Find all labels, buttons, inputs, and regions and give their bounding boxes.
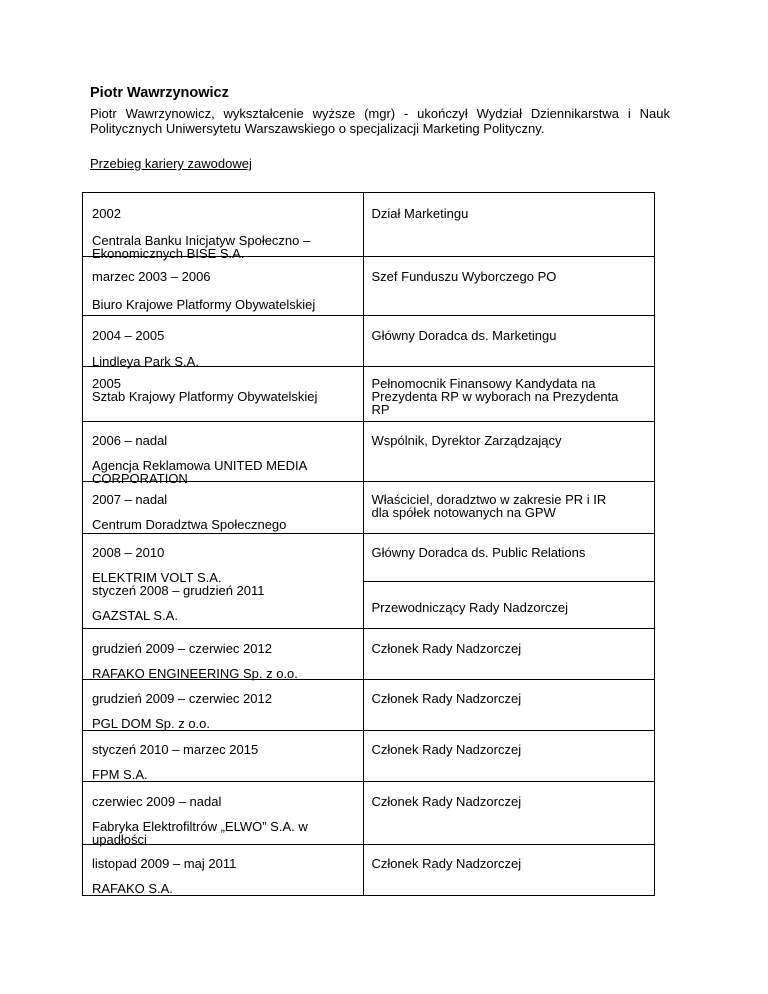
table-cell-role bbox=[363, 782, 654, 845]
organization-text: Ekonomicznych BISE S.A. bbox=[92, 246, 245, 261]
period-text: styczeń 2008 – grudzień 2011 bbox=[92, 583, 265, 598]
period-text: marzec 2003 – 2006 bbox=[92, 269, 211, 284]
period-text: 2007 – nadal bbox=[92, 492, 168, 507]
table-row bbox=[83, 680, 655, 731]
table-cell-role bbox=[363, 482, 654, 534]
organization-text: Sztab Krajowy Platformy Obywatelskiej bbox=[92, 389, 318, 404]
role-text: Członek Rady Nadzorczej bbox=[371, 742, 522, 757]
table-cell-role bbox=[363, 845, 654, 896]
table-cell-period bbox=[83, 845, 364, 896]
role-text: Główny Doradca ds. Marketingu bbox=[371, 328, 557, 343]
organization-text: upadłości bbox=[92, 832, 147, 847]
role-text: dla spółek notowanych na GPW bbox=[371, 505, 556, 520]
role-text: RP bbox=[371, 402, 390, 417]
role-text: Pełnomocnik Finansowy Kandydata na bbox=[371, 376, 596, 391]
organization-text: ELEKTRIM VOLT S.A. bbox=[92, 570, 222, 585]
organization-text: Agencja Reklamowa UNITED MEDIA bbox=[92, 458, 308, 473]
role-text: Członek Rady Nadzorczej bbox=[371, 641, 522, 656]
period-text: 2005 bbox=[92, 376, 121, 391]
role-text: Prezydenta RP w wyborach na Prezydenta bbox=[371, 389, 619, 404]
intro-paragraph: Piotr Wawrzynowicz, wykształcenie wyższe (mgr) - ukończył Wydział Dziennikarstwa i Nauk Politycznych Uniwersytetu Warszawskiego o specjalizacji Marketing Polityczny. bbox=[90, 106, 670, 136]
table-row bbox=[83, 422, 655, 482]
organization-text: Lindleya Park S.A. bbox=[92, 354, 199, 369]
role-text: Główny Doradca ds. Public Relations bbox=[371, 545, 586, 560]
table-row bbox=[83, 629, 655, 680]
table-cell-role bbox=[363, 193, 654, 257]
table-cell-period bbox=[83, 257, 364, 316]
role-text: Przewodniczący Rady Nadzorczej bbox=[371, 600, 569, 615]
role-text: Wspólnik, Dyrektor Zarządzający bbox=[371, 433, 562, 448]
period-text: grudzień 2009 – czerwiec 2012 bbox=[92, 691, 272, 706]
table-cell-role bbox=[363, 582, 654, 629]
table-cell-role bbox=[363, 316, 654, 367]
role-text: Dział Marketingu bbox=[371, 206, 469, 221]
table-cell-period bbox=[83, 193, 364, 261]
career-heading: Przebieg kariery zawodowej bbox=[90, 156, 252, 171]
table-row bbox=[83, 193, 655, 257]
organization-text: Centrala Banku Inicjatyw Społeczno – bbox=[92, 233, 311, 248]
table-row bbox=[83, 482, 655, 534]
table-row bbox=[83, 257, 655, 316]
table-row bbox=[83, 367, 655, 422]
table-cell-period bbox=[83, 534, 364, 629]
period-text: czerwiec 2009 – nadal bbox=[92, 794, 222, 809]
table-row bbox=[83, 316, 655, 367]
table-cell-role bbox=[363, 422, 654, 482]
period-text: 2006 – nadal bbox=[92, 433, 168, 448]
role-text: Właściciel, doradztwo w zakresie PR i IR bbox=[371, 492, 607, 507]
table-row bbox=[83, 534, 655, 582]
organization-text: RAFAKO S.A. bbox=[92, 881, 173, 896]
period-text: 2004 – 2005 bbox=[92, 328, 165, 343]
person-name: Piotr Wawrzynowicz bbox=[90, 85, 229, 101]
organization-text: RAFAKO ENGINEERING Sp. z o.o. bbox=[92, 666, 298, 681]
organization-text: GAZSTAL S.A. bbox=[92, 608, 178, 623]
table-cell-period bbox=[83, 422, 364, 486]
role-text: Członek Rady Nadzorczej bbox=[371, 856, 522, 871]
table-cell-period bbox=[83, 782, 364, 845]
organization-text: Biuro Krajowe Platformy Obywatelskiej bbox=[92, 297, 316, 312]
period-text: 2002 bbox=[92, 206, 121, 221]
table-cell-period bbox=[83, 629, 364, 680]
table-row bbox=[83, 731, 655, 782]
table-cell-period bbox=[83, 482, 364, 534]
table-cell-role bbox=[363, 731, 654, 782]
organization-text: FPM S.A. bbox=[92, 767, 148, 782]
table-cell-role bbox=[363, 680, 654, 731]
table-cell-period bbox=[83, 316, 364, 367]
organization-text: Fabryka Elektrofiltrów „ELWO” S.A. w bbox=[92, 819, 308, 834]
organization-text: Centrum Doradztwa Społecznego bbox=[92, 517, 287, 532]
table-row bbox=[83, 782, 655, 845]
period-text: styczeń 2010 – marzec 2015 bbox=[92, 742, 259, 757]
table-cell-period bbox=[83, 680, 364, 731]
period-text: 2008 – 2010 bbox=[92, 545, 165, 560]
table-cell-period bbox=[83, 367, 364, 422]
table-cell-role bbox=[363, 534, 654, 582]
career-table bbox=[82, 192, 655, 896]
role-text: Członek Rady Nadzorczej bbox=[371, 691, 522, 706]
table-cell-period bbox=[83, 731, 364, 782]
table-cell-role bbox=[363, 367, 654, 422]
table-cell-role bbox=[363, 257, 654, 316]
period-text: grudzień 2009 – czerwiec 2012 bbox=[92, 641, 272, 656]
organization-text: PGL DOM Sp. z o.o. bbox=[92, 716, 211, 731]
table-cell-role bbox=[363, 629, 654, 680]
role-text: Członek Rady Nadzorczej bbox=[371, 794, 522, 809]
period-text: listopad 2009 – maj 2011 bbox=[92, 856, 237, 871]
role-text: Szef Funduszu Wyborczego PO bbox=[371, 269, 557, 284]
organization-text: CORPORATION bbox=[92, 471, 188, 486]
table-row bbox=[83, 845, 655, 896]
